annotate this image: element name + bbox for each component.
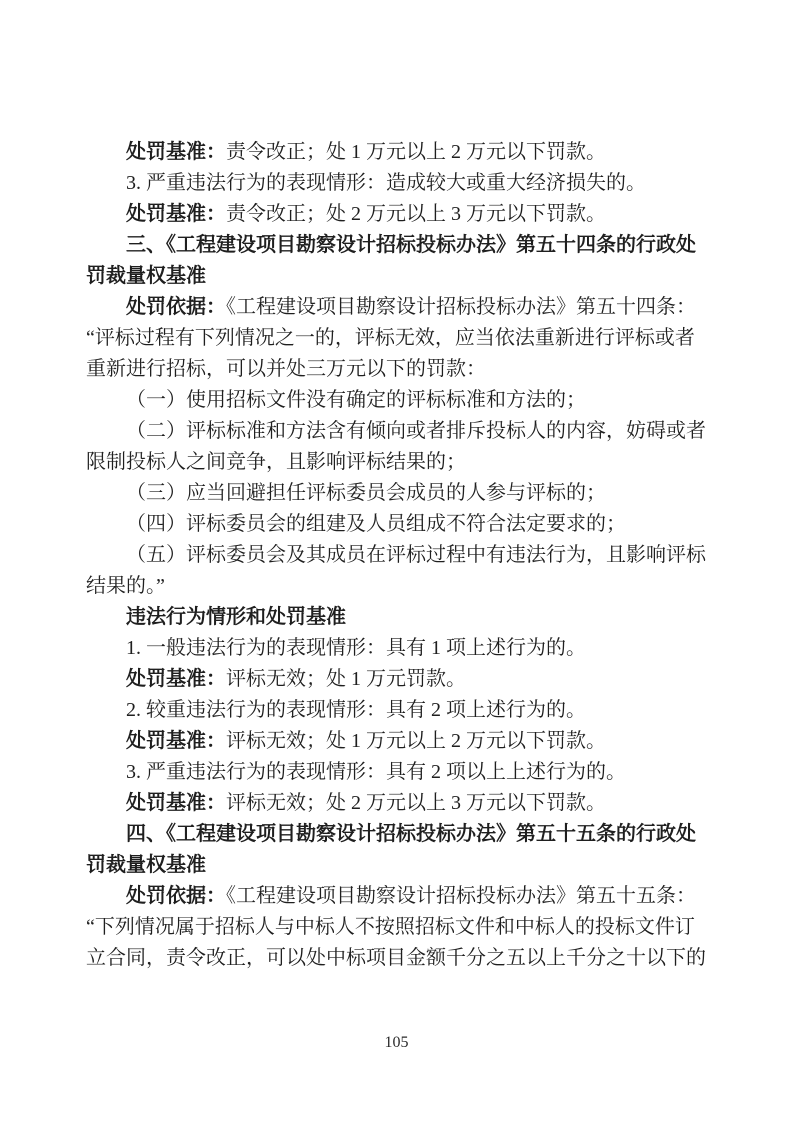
- penalty-standard-label: 处罚基准：: [126, 668, 226, 690]
- penalty-standard-label: 处罚基准：: [126, 730, 226, 752]
- line-text: 违法行为情形和处罚基准: [126, 606, 346, 628]
- clause-item-line: [86, 540, 714, 571]
- line-text: 3. 严重违法行为的表现情形：具有 2 项以上上述行为的。: [126, 761, 626, 783]
- line-text: 三、《工程建设项目勘察设计招标投标办法》第五十四条的行政处: [126, 234, 696, 256]
- line-text: 责令改正；处 1 万元以上 2 万元以下罚款。: [226, 141, 606, 163]
- line-text: 四、《工程建设项目勘察设计招标投标办法》第五十五条的行政处: [126, 823, 696, 845]
- violation-item-line: [86, 633, 714, 664]
- line-text: 重新进行招标，可以并处三万元以下的罚款：: [86, 358, 486, 380]
- quoted-regulation-line: [86, 323, 714, 354]
- line-text: 评标无效；处 2 万元以上 3 万元以下罚款。: [226, 792, 606, 814]
- penalty-basis-line: [86, 292, 714, 323]
- line-text: （三）应当回避担任评标委员会成员的人参与评标的；: [126, 482, 606, 504]
- violation-item-line: [86, 695, 714, 726]
- line-text: 《工程建设项目勘察设计招标投标办法》第五十四条：: [226, 296, 696, 318]
- penalty-standard-line: [86, 137, 714, 168]
- line-text: 评标无效；处 1 万元罚款。: [226, 668, 466, 690]
- document-body: [86, 137, 714, 974]
- line-text: （二）评标标准和方法含有倾向或者排斥投标人的内容，妨碍或者: [126, 420, 706, 442]
- quoted-regulation-line: [86, 943, 714, 974]
- penalty-basis-label: 处罚依据：: [126, 885, 226, 907]
- line-text: 罚裁量权基准: [86, 854, 206, 876]
- violation-item-line: [86, 757, 714, 788]
- penalty-basis-line: [86, 881, 714, 912]
- section-heading-line-1: [86, 230, 714, 261]
- clause-item-line: [86, 447, 714, 478]
- line-text: 《工程建设项目勘察设计招标投标办法》第五十五条：: [226, 885, 696, 907]
- clause-item-line: [86, 509, 714, 540]
- line-text: 结果的。”: [86, 575, 165, 597]
- clause-item-line: [86, 478, 714, 509]
- penalty-standard-label: 处罚基准：: [126, 203, 226, 225]
- line-text: 3. 严重违法行为的表现情形：造成较大或重大经济损失的。: [126, 172, 646, 194]
- clause-item-line: [86, 385, 714, 416]
- section-heading-line-2: [86, 850, 714, 881]
- line-text: （一）使用招标文件没有确定的评标标准和方法的；: [126, 389, 586, 411]
- penalty-standard-label: 处罚基准：: [126, 141, 226, 163]
- line-text: 1. 一般违法行为的表现情形：具有 1 项上述行为的。: [126, 637, 586, 659]
- penalty-standard-label: 处罚基准：: [126, 792, 226, 814]
- line-text: 评标无效；处 1 万元以上 2 万元以下罚款。: [226, 730, 606, 752]
- penalty-standard-line: [86, 726, 714, 757]
- line-text: 罚裁量权基准: [86, 265, 206, 287]
- penalty-standard-line: [86, 664, 714, 695]
- penalty-standard-line: [86, 199, 714, 230]
- section-heading-line-1: [86, 819, 714, 850]
- quoted-regulation-line: [86, 354, 714, 385]
- quoted-regulation-line: [86, 912, 714, 943]
- quoted-regulation-line: [86, 571, 714, 602]
- subsection-heading-line: [86, 602, 714, 633]
- clause-item-line: [86, 416, 714, 447]
- line-text: 责令改正；处 2 万元以上 3 万元以下罚款。: [226, 203, 606, 225]
- line-text: （四）评标委员会的组建及人员组成不符合法定要求的；: [126, 513, 626, 535]
- line-text: 立合同，责令改正，可以处中标项目金额千分之五以上千分之十以下的: [86, 947, 706, 969]
- penalty-basis-label: 处罚依据：: [126, 296, 226, 318]
- line-text: 2. 较重违法行为的表现情形：具有 2 项上述行为的。: [126, 699, 586, 721]
- page-number: 105: [384, 1034, 409, 1051]
- violation-item-line: [86, 168, 714, 199]
- section-heading-line-2: [86, 261, 714, 292]
- line-text: “评标过程有下列情况之一的，评标无效，应当依法重新进行评标或者: [86, 327, 695, 349]
- line-text: 限制投标人之间竞争，且影响评标结果的；: [86, 451, 466, 473]
- penalty-standard-line: [86, 788, 714, 819]
- line-text: （五）评标委员会及其成员在评标过程中有违法行为，且影响评标: [126, 544, 706, 566]
- line-text: “下列情况属于招标人与中标人不按照招标文件和中标人的投标文件订: [86, 916, 695, 938]
